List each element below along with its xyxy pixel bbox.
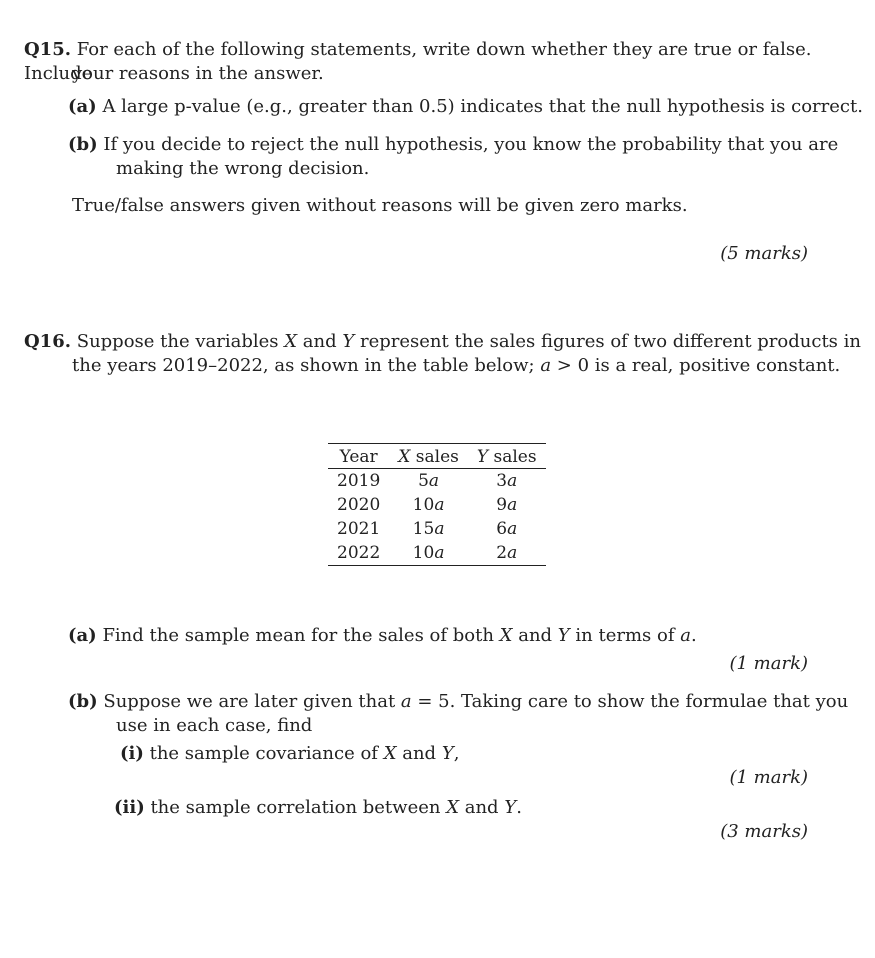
q15-number: Q15.: [24, 39, 71, 60]
table-header-row: [328, 444, 546, 469]
q16-part-a: [68, 624, 697, 648]
q16-a-var-y: Y: [557, 625, 570, 646]
q16-var-y: Y: [342, 331, 355, 352]
cell-x-unit: a: [428, 471, 440, 491]
q15-stem-line2: your reasons in the answer.: [72, 63, 324, 84]
header-y-suffix: sales: [488, 447, 537, 467]
cell-y-sales: [468, 541, 546, 566]
cell-y-unit: a: [507, 495, 518, 515]
cell-x-unit: a: [434, 495, 445, 515]
q16-a-text3: in terms of: [569, 625, 681, 646]
cell-y-coef: 6: [496, 519, 508, 539]
q16-a-text2: and: [512, 625, 558, 646]
header-x-var: X: [398, 447, 411, 467]
q16-b-i-marks: (1 mark): [729, 767, 808, 788]
table-row: [328, 469, 546, 494]
q16-stem-text2b: > 0 is a real, positive constant.: [551, 355, 841, 376]
q16-a-label: (a): [68, 625, 97, 646]
table-row: [328, 493, 546, 517]
q16-stem-line2: [72, 354, 840, 378]
sales-table-wrap: [328, 443, 546, 566]
header-y-sales: [468, 444, 546, 469]
q16-b-i-text1: the sample covariance of: [149, 743, 384, 764]
q16-b-text1b: = 5. Taking care to show the formulae that you: [411, 691, 849, 712]
q16-b-ii-label: (ii): [114, 797, 145, 818]
header-year: Year: [339, 447, 378, 467]
cell-x-sales: [389, 493, 468, 517]
cell-x-unit: a: [434, 519, 445, 539]
q16-number: Q16.: [24, 331, 71, 352]
cell-year: 2021: [337, 519, 381, 539]
q16-b-i-label: (i): [120, 743, 144, 764]
q16-a-var-a: a: [680, 625, 691, 646]
q15-note: True/false answers given without reasons will be given zero marks.: [72, 195, 688, 216]
cell-x-sales: [389, 469, 468, 494]
cell-y-sales: [468, 469, 546, 494]
q16-b-var-a: a: [400, 691, 412, 712]
q16-stem-text2a: the years 2019–2022, as shown in the table below;: [72, 355, 541, 376]
q16-a-text1: Find the sample mean for the sales of both: [102, 625, 500, 646]
q16-part-b-line1: [68, 690, 848, 714]
table-row: [328, 541, 546, 566]
q16-stem-text1a: Suppose the variables: [76, 331, 285, 352]
q16-a-var-x: X: [499, 625, 513, 646]
cell-x-sales: [389, 541, 468, 566]
q16-b-i-text3: ,: [453, 743, 460, 764]
cell-x-unit: a: [434, 543, 445, 563]
q16-b-ii-text1: the sample correlation between: [150, 797, 447, 818]
cell-year: 2019: [337, 471, 381, 491]
cell-x-coef: 15: [412, 519, 435, 539]
q16-stem-text1b: and: [297, 331, 343, 352]
cell-y-unit: a: [507, 543, 518, 563]
cell-x-sales: [389, 517, 468, 541]
cell-y-coef: 9: [496, 495, 508, 515]
cell-y-unit: a: [507, 519, 518, 539]
cell-x-coef: 5: [418, 471, 429, 491]
table-body: [328, 469, 546, 566]
q16-b-ii-var-x: X: [446, 797, 460, 818]
cell-x-coef: 10: [412, 495, 435, 515]
q16-b-ii-var-y: Y: [504, 797, 517, 818]
q15-b-label: (b): [68, 134, 98, 155]
q15-b-text1: If you decide to reject the null hypothesis, you know the probability that you are: [103, 134, 839, 155]
q15-part-b-line1: [68, 133, 838, 157]
header-x-sales: [389, 444, 468, 469]
q16-stem-text1c: represent the sales figures of two different products in: [354, 331, 861, 352]
q16-b-text1a: Suppose we are later given that: [103, 691, 401, 712]
q16-a-marks: (1 mark): [729, 653, 808, 674]
q16-var-a: a: [540, 355, 552, 376]
cell-y-coef: 3: [496, 471, 508, 491]
cell-y-sales: [468, 493, 546, 517]
q16-part-b-line2: use in each case, find: [116, 715, 313, 736]
q16-b-i-text2: and: [396, 743, 442, 764]
cell-y-sales: [468, 517, 546, 541]
q15-stem-text1: For each of the following statements, write down whether they are true or false. Include: [24, 39, 812, 84]
cell-year: 2020: [337, 495, 381, 515]
q16-b-ii-marks: (3 marks): [720, 821, 808, 842]
q15-marks: (5 marks): [720, 243, 808, 264]
q15-part-b-line2: making the wrong decision.: [116, 158, 370, 179]
q16-a-text4: .: [690, 625, 697, 646]
q16-b-ii-text2: and: [459, 797, 505, 818]
q15-a-text: A large p-value (e.g., greater than 0.5) indicates that the null hypothesis is correct.: [102, 96, 863, 117]
q16-b-label: (b): [68, 691, 98, 712]
cell-y-unit: a: [507, 471, 518, 491]
q16-stem-line1: [24, 330, 861, 354]
cell-y-coef: 2: [496, 543, 508, 563]
q16-var-x: X: [284, 331, 298, 352]
q16-part-b-ii: [114, 796, 522, 820]
cell-x-coef: 10: [412, 543, 435, 563]
cell-year: 2022: [337, 543, 381, 563]
sales-table: [328, 443, 546, 566]
q15-a-label: (a): [68, 96, 97, 117]
header-y-var: Y: [476, 447, 489, 467]
q16-b-ii-text3: .: [516, 797, 522, 818]
q16-b-i-var-y: Y: [441, 743, 454, 764]
q16-part-b-i: [120, 742, 459, 766]
table-row: [328, 517, 546, 541]
header-x-suffix: sales: [410, 447, 459, 467]
q15-part-a: [68, 95, 863, 119]
q16-b-i-var-x: X: [383, 743, 397, 764]
